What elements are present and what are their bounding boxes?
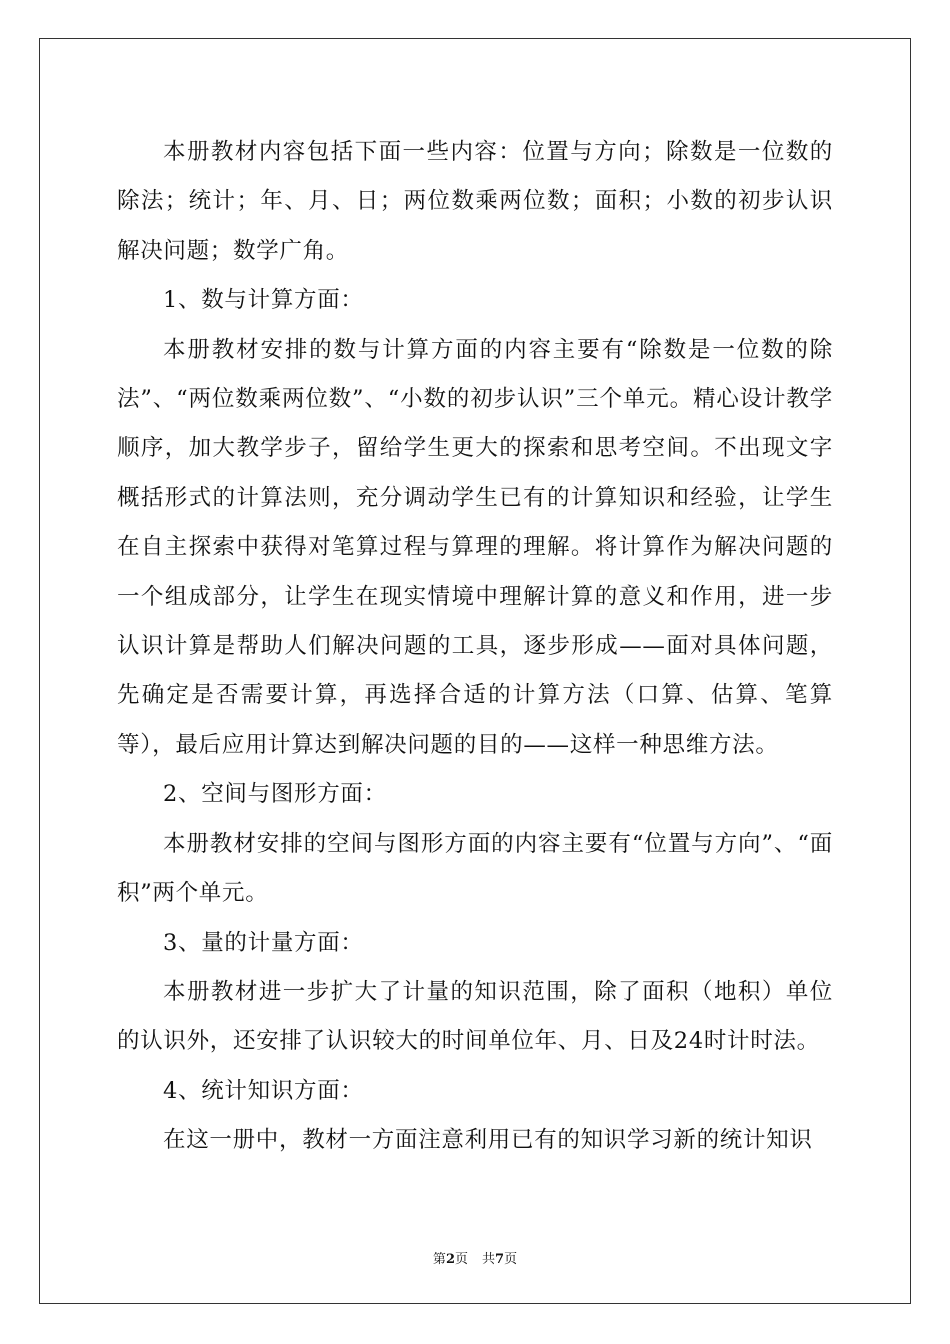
page-footer [0, 1248, 950, 1267]
total-prefix: 共 [482, 1252, 496, 1267]
paragraph-statistics: 在这一册中，教材一方面注意利用已有的知识学习新的统计知识 [163, 1127, 813, 1154]
heading-statistics: 4、统计知识方面： [163, 1077, 364, 1104]
total-suffix: 页 [504, 1252, 518, 1267]
page-number: 2 [445, 1252, 455, 1267]
paragraph-measurement: 本册教材进一步扩大了计量的知识范围，除了面积（地积）单位的认识外，还安排了认识较大的时间单位年、月、日及24时计时法。 [117, 978, 833, 1055]
total-pages: 7 [495, 1252, 505, 1267]
paragraph-intro: 本册教材内容包括下面一些内容：位置与方向；除数是一位数的除法；统计；年、月、日；两位数乘两位数；面积；小数的初步认识解决问题；数学广角。 [117, 139, 833, 264]
heading-measurement: 3、量的计量方面： [163, 929, 364, 956]
paragraph-number-calculation: 本册教材安排的数与计算方面的内容主要有“除数是一位数的除法”、“两位数乘两位数”、“小数的初步认识”三个单元。精心设计教学顺序，加大教学步子，留给学生更大的探索和思考空间。不出现文字概括形式的计算法则，充分调动学生已有的计算知识和经验，让学生在自主探索中获得对笔算过程与算理的理解。将计算作为解决问题的一个组成部分，让学生在现实情境中理解计算的意义和作用，进一步认识计算是帮助人们解决问题的工具，逐步形成——面对具体问题，先确定是否需要计算，再选择合适的计算方法（口算、估算、笔算等），最后应用计算达到解决问题的目的——这样一种思维方法。 [117, 336, 833, 758]
heading-space-shape: 2、空间与图形方面： [163, 781, 387, 808]
heading-number-calculation: 1、数与计算方面： [163, 287, 364, 314]
page-prefix: 第 [432, 1252, 446, 1267]
paragraph-space-shape: 本册教材安排的空间与图形方面的内容主要有“位置与方向”、“面积”两个单元。 [117, 830, 833, 907]
page-suffix: 页 [454, 1252, 468, 1267]
document-body [117, 128, 833, 1166]
